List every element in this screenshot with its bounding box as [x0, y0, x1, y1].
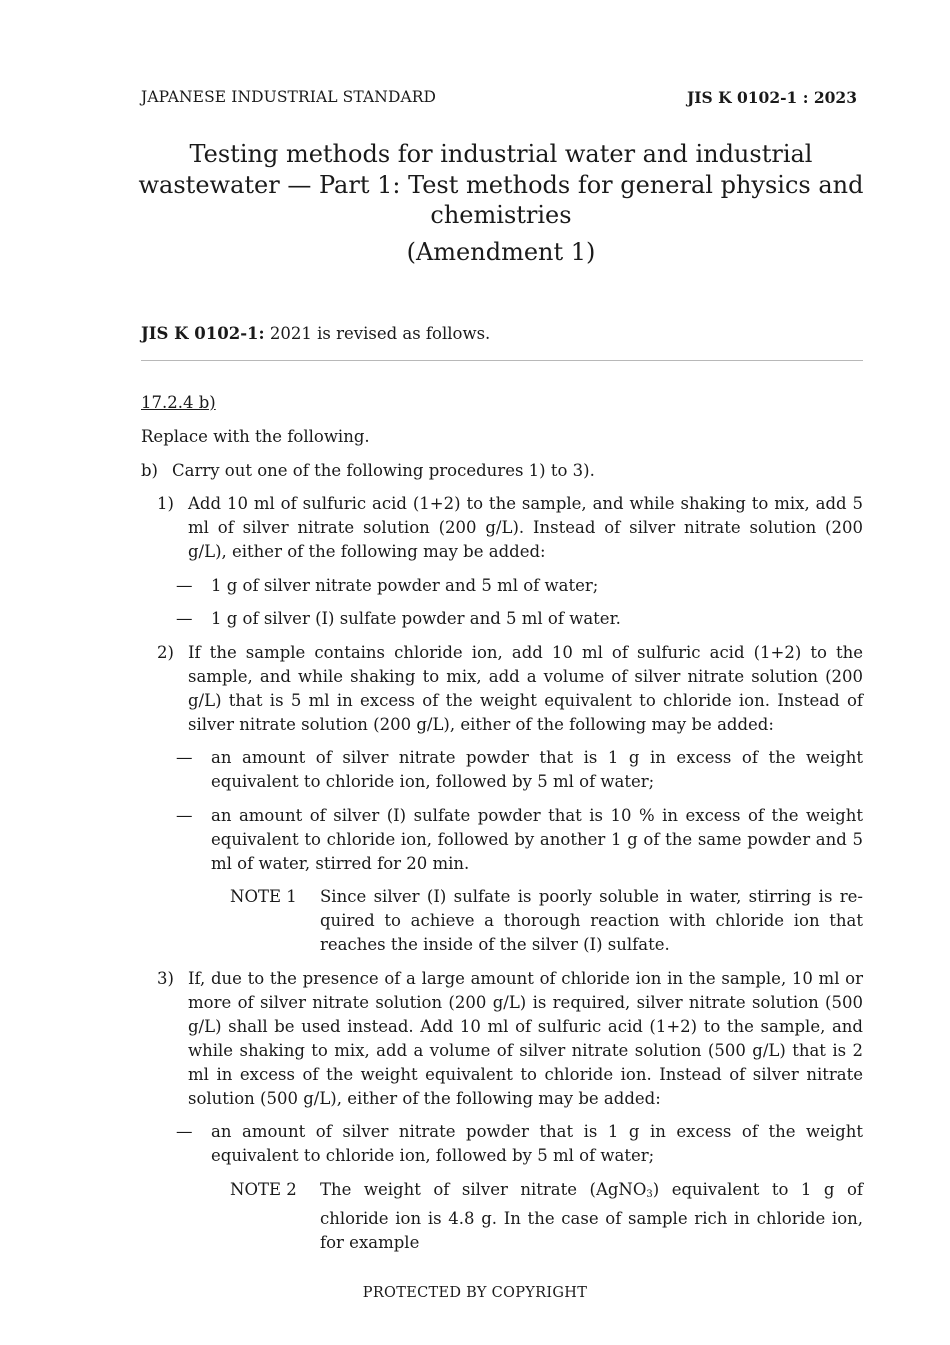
list-item-text: Carry out one of the following procedures 1) to 3).: [172, 460, 595, 480]
note-label: NOTE 2: [230, 1179, 297, 1199]
list-marker: b): [141, 460, 158, 480]
dash-item: [141, 1120, 863, 1168]
clause-reference: 17.2.4 b): [141, 393, 216, 412]
dash-marker: —: [176, 805, 193, 825]
header-standard-name: JAPANESE INDUSTRIAL STANDARD: [141, 88, 437, 106]
list-marker: 2): [157, 642, 174, 662]
dash-item-text: 1 g of silver (I) sulfate powder and 5 ml of water.: [211, 609, 621, 628]
dash-item: [141, 574, 863, 598]
copyright-footer: PROTECTED BY COPYRIGHT: [362, 1285, 588, 1301]
note-1: [141, 885, 863, 957]
dash-marker: —: [176, 1122, 193, 1141]
amendment-body: [141, 391, 863, 1255]
note-2: [141, 1178, 863, 1255]
dash-item-text: an amount of silver nitrate powder that is 1 g in excess of the weight equivalent to chloride ion, followed by 5 ml of water;: [211, 748, 863, 791]
note-text-part: The weight of silver nitrate (AgNO: [320, 1179, 647, 1199]
dash-item: [141, 804, 863, 876]
note-text-part: ) equivalent to 1 g of chloride ion is 4.8 g. In the case of sample rich in chloride ion, for example: [320, 1179, 863, 1252]
dash-item: [141, 607, 863, 631]
list-marker: 1): [157, 494, 174, 513]
dash-item-text: an amount of silver (I) sulfate powder that is 10 % in excess of the weight equivalent to chloride ion, followed by another 1 g of the same powder and 5 ml of water, stirred for 20 min.: [211, 805, 863, 873]
amendment-label: (Amendment 1): [406, 238, 596, 266]
title-line-3: chemistries: [430, 201, 572, 229]
title-line-2: wastewater — Part 1: Test methods for general physics and: [138, 170, 864, 199]
revision-text: 2021 is revised as follows.: [264, 324, 491, 343]
header-standard-number: JIS K 0102-1 : 2023: [686, 88, 857, 107]
note-label: NOTE 1: [230, 887, 297, 906]
note-text: [320, 1178, 863, 1255]
divider: [141, 360, 863, 361]
list-marker: 3): [157, 968, 174, 988]
list-item-text: If the sample contains chloride ion, add 10 ml of sulfuric acid (1+2) to the sample, and while shaking to mix, add a volume of silver nitrate solution (200 g/L) that is 5 ml in excess of the weight equivalent to chloride ion. Instead of silver nitrate solution (200 g/L), either of the following may be added:: [188, 642, 863, 734]
dash-marker: —: [176, 609, 193, 628]
document-title: [130, 139, 872, 231]
list-item-text: If, due to the presence of a large amount of chloride ion in the sample, 10 ml or more of silver nitrate solution (200 g/L) is required, silver nitrate solution (500 g/L) shall be used instead. Add 10 ml of sulfuric acid (1+2) to the sample, and while shaking to mix, add a volume of silver nitrate solution (500 g/L) that is 2 ml in excess of the weight equivalent to chloride ion. Instead of silver nitrate solution (500 g/L), either of the following may be added:: [188, 968, 863, 1108]
dash-marker: —: [176, 575, 193, 595]
procedure-item-1: [141, 492, 863, 564]
revision-ref: JIS K 0102-1:: [141, 324, 265, 343]
list-item-text: Add 10 ml of sulfuric acid (1+2) to the sample, and while shaking to mix, add 5 ml of silver nitrate solution (200 g/L). Instead of silver nitrate solution (200 g/L), either of the following may be added:: [188, 494, 863, 561]
procedure-item-2: [141, 641, 863, 737]
list-item-b: [141, 459, 863, 483]
note-text: Since silver (I) sulfate is poorly soluble in water, stirring is re-quired to achieve a thorough reaction with chloride ion that reaches the inside of the silver (I) sulfate.: [320, 887, 863, 954]
dash-item-text: an amount of silver nitrate powder that is 1 g in excess of the weight equivalent to chloride ion, followed by 5 ml of water;: [211, 1122, 863, 1165]
dash-item-text: 1 g of silver nitrate powder and 5 ml of water;: [211, 575, 599, 595]
revision-statement: [141, 324, 490, 343]
instruction-text: Replace with the following.: [141, 427, 370, 446]
subscript: 3: [646, 1188, 653, 1200]
procedure-item-3: [141, 967, 863, 1111]
title-line-1: Testing methods for industrial water and industrial: [189, 140, 813, 168]
dash-item: [141, 746, 863, 794]
dash-marker: —: [176, 748, 193, 767]
